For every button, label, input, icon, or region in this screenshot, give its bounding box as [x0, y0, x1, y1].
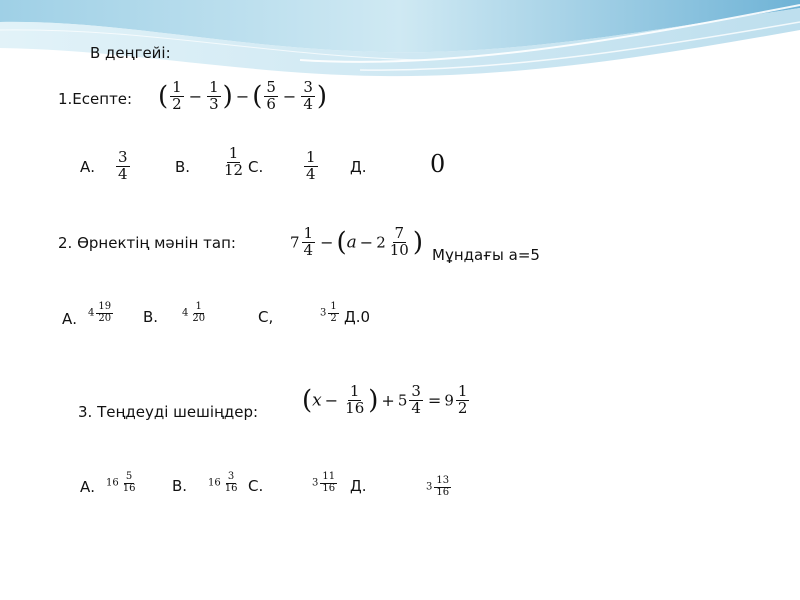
task2-option-c-label: С, — [258, 308, 274, 326]
task2-expression: 7 $\frac{1}{4}$ − (a − 2 $\frac{7}{10}$ ) — [290, 224, 423, 259]
task1-option-c-value: $\frac{1}{4}$ — [306, 148, 316, 183]
task2-option-a-value: 4 $\frac{19}{20}$ — [88, 301, 112, 324]
fraction: $\frac{1}{3}$ — [209, 78, 219, 113]
task3-option-b-label: В. — [172, 477, 188, 495]
task3-option-c-value: 3 $\frac{11}{16}$ — [312, 471, 336, 494]
task2-option-a-label: А. — [62, 310, 78, 328]
task3-label: 3. Теңдеуді шешіңдер: — [78, 403, 259, 421]
task2-option-c-value: 3 $\frac{1}{2}$ — [320, 301, 337, 324]
task1-label: 1.Есепте: — [58, 90, 133, 108]
task1-option-a-value: $\frac{3}{4}$ — [118, 148, 128, 183]
task2-option-b-label: В. — [143, 308, 159, 326]
task1-expression: ( $\frac{1}{2}$ − $\frac{1}{3}$ ) − ( $\frac{5}{6}$ − $\frac{3}{4}$ ) — [158, 78, 328, 113]
task3-option-a-label: А. — [80, 478, 96, 496]
task3-option-a-value: 16 $\frac{5}{16}$ — [106, 471, 136, 494]
task3-option-d-value: 3 $\frac{13}{16}$ — [426, 475, 450, 498]
fraction: $\frac{1}{2}$ — [172, 78, 182, 113]
task2-option-b-value: 4 $\frac{1}{20}$ — [182, 301, 206, 324]
task1-option-d-value: 0 — [430, 150, 446, 178]
task1-option-b-label: В. — [175, 158, 191, 176]
task3-option-d-label: Д. — [350, 477, 367, 495]
level-title: В деңгейі: — [90, 44, 171, 62]
task1-option-a-label: А. — [80, 158, 96, 176]
task2-option-d-label: Д.0 — [344, 308, 371, 326]
task3-expression: (x − $\frac{1}{16}$ ) + 5 $\frac{3}{4}$ = 9 $\frac{1}{2}$ — [302, 382, 468, 417]
task3-option-b-value: 16 $\frac{3}{16}$ — [208, 471, 238, 494]
task3-option-c-label: С. — [248, 477, 264, 495]
fraction: $\frac{5}{6}$ — [266, 78, 276, 113]
task1-option-c-label: С. — [248, 158, 264, 176]
task2-condition: Мұндағы a=5 — [432, 246, 540, 264]
task1-option-b-value: $\frac{1}{12}$ — [224, 144, 244, 179]
task2-label: 2. Өрнектің мәнін тап: — [58, 234, 236, 252]
task1-option-d-label: Д. — [350, 158, 367, 176]
fraction: $\frac{3}{4}$ — [303, 78, 313, 113]
